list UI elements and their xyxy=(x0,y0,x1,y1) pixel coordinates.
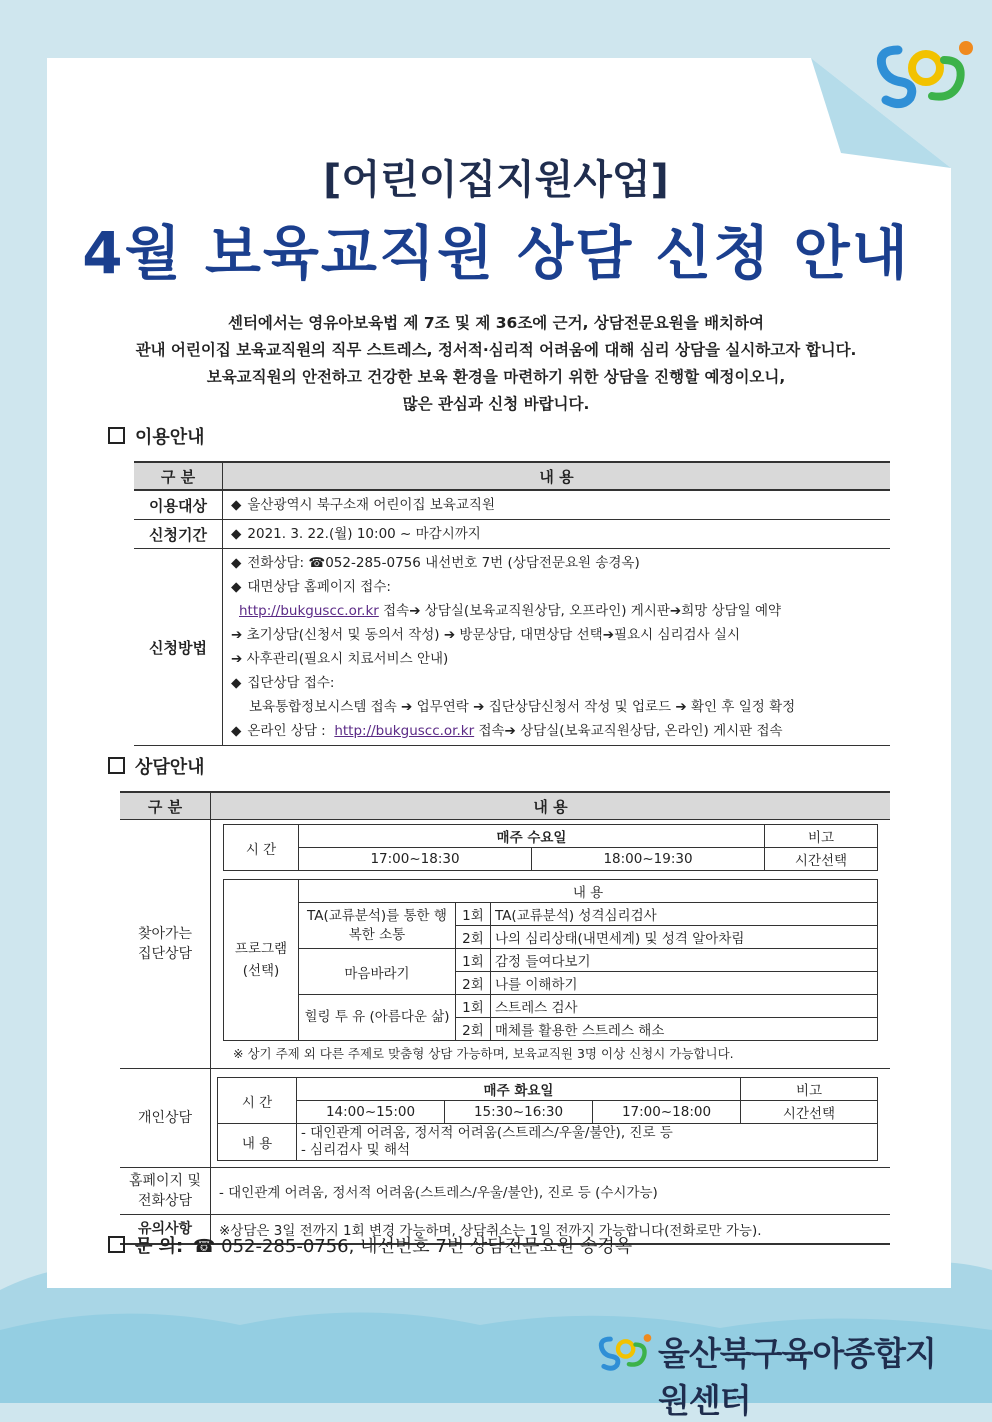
intro-paragraph xyxy=(60,310,932,418)
indiv-content-label: 내 용 xyxy=(218,1124,297,1161)
program-content-header: 내 용 xyxy=(299,880,878,903)
row-label-target: 이용대상 xyxy=(134,490,223,520)
row-value-period: ◆ 2021. 3. 22.(월) 10:00 ~ 마감시까지 xyxy=(223,520,891,549)
page-title: 4월 보육교직원 상담 신청 안내 xyxy=(82,219,910,287)
program-label: 프로그램 (선택) xyxy=(224,880,299,1041)
row-value-web: - 대인관계 어려움, 정서적 어려움(스트레스/우울/불안), 진로 등 (수시가능) xyxy=(211,1168,891,1215)
indiv-time-label: 시 간 xyxy=(218,1078,297,1124)
table-row xyxy=(134,549,890,746)
column-header-content: 내 용 xyxy=(223,462,891,490)
table-row-group-counsel xyxy=(120,820,890,1069)
counsel-table xyxy=(120,791,890,1245)
program-table: 프로그램 (선택) 내 용 TA(교류분석)를 통한 행복한 소통 1회 TA(교류분석) 성격심리검사 2회 나의 심리상태(내면세계) 및 성격 알아차림 마음바라기 1회 감정 들여다보기 2회 나를 이해하기 힐링 투 유 (아름다운 삶) 1회 스트레스 검사 2회 매체를 활용한 스트레스 해소 xyxy=(223,879,878,1041)
row-label-period: 신청기간 xyxy=(134,520,223,549)
contact-info xyxy=(108,1232,632,1258)
column-header-category: 구 분 xyxy=(120,792,211,820)
online-homepage-link[interactable]: http://bukguscc.or.kr xyxy=(334,723,475,739)
section-heading-usage: 이용안내 xyxy=(108,423,205,449)
checkbox-square-icon xyxy=(108,1236,125,1253)
intro-line: 많은 관심과 신청 바랍니다. xyxy=(402,395,590,413)
row-label-method: 신청방법 xyxy=(134,549,223,746)
indiv-slot-2: 15:30~16:30 xyxy=(445,1101,593,1124)
contact-label: 문 의: xyxy=(135,1236,184,1257)
homepage-link[interactable]: http://bukguscc.or.kr xyxy=(239,603,379,619)
program-name: 마음바라기 xyxy=(299,949,456,995)
individual-schedule-table xyxy=(217,1077,878,1161)
intro-line: 보육교직원의 안전하고 건강한 보육 환경을 마련하기 위한 상담을 진행할 예정이오니, xyxy=(206,368,786,386)
row-label-individual: 개인상담 xyxy=(120,1069,211,1168)
group-slot-1: 17:00~18:30 xyxy=(299,848,532,871)
contact-phone: ☎ 052-285-0756, 내선번호 7번 상담전문요원 송경옥 xyxy=(192,1236,633,1257)
table-row-individual-counsel xyxy=(120,1069,890,1168)
program-name: TA(교류분석)를 통한 행복한 소통 xyxy=(299,903,456,949)
org-name: 울산북구육아종합지원센터 xyxy=(658,1334,936,1420)
table-row-web-counsel xyxy=(120,1168,890,1215)
row-label-group: 찾아가는 집단상담 xyxy=(120,820,211,1069)
method-face-title: 대면상담 홈페이지 접수: xyxy=(247,579,391,595)
row-value-target: ◆ 울산광역시 북구소재 어린이집 보육교직원 xyxy=(223,490,891,520)
indiv-slot-3: 17:00~18:00 xyxy=(593,1101,741,1124)
method-face-step3: ➔ 사후관리(필요시 치료서비스 안내) xyxy=(231,651,449,667)
row-value-method: ◆ 전화상담: ☎052-285-0756 내선번호 7번 (상담전문요원 송경옥) ◆ 대면상담 홈페이지 접수: http://bukguscc.or.kr 접속➔ 상담실(보육교직원상담, 오프라인) 게시판➔희망 상담일 예약 ➔ 초기상담(신청서 및 동의서 작성) ➔ 방문상담, 대면상담 선택➔필요시 심리검사 실시 ➔ 사후관리(필요시 치료서비스 안내) ◆ 집단상담 접수: 보육통합정보시스템 접속 ➔ 업무연락 ➔ 집단상담신청서 작성 및 업로드 ➔ 확인 후 일정 확정 ◆ 온라인 상담 : http://bukguscc.or.kr 접속➔ 상담실(보육교직원상담, 온라인) 게시판 접속 xyxy=(223,549,891,746)
table-row xyxy=(134,490,890,520)
row-label-caution: 유의사항 xyxy=(120,1215,211,1245)
indiv-note-header: 비고 xyxy=(741,1078,878,1101)
group-schedule-table xyxy=(223,824,878,871)
indiv-note: 시간선택 xyxy=(741,1101,878,1124)
footer-logo xyxy=(594,1322,956,1420)
intro-line: 센터에서는 영유아보육법 제 7조 및 제 36조에 근거, 상담전문요원을 배치하여 xyxy=(227,314,764,332)
column-header-content: 내 용 xyxy=(211,792,891,820)
intro-line: 관내 어린이집 보육교직원의 직무 스트레스, 정서적·심리적 어려움에 대해 심리 상담을 실시하고자 합니다. xyxy=(135,341,857,359)
group-slot-2: 18:00~19:30 xyxy=(532,848,765,871)
group-note-header: 비고 xyxy=(765,825,878,848)
row-value-caution: ※상담은 3일 전까지 1회 변경 가능하며, 상담취소는 1일 전까지 가능합니다(전화로만 가능). xyxy=(211,1215,891,1245)
checkbox-square-icon xyxy=(108,757,125,774)
indiv-day: 매주 화요일 xyxy=(297,1078,741,1101)
table-row xyxy=(134,520,890,549)
program-name: 힐링 투 유 (아름다운 삶) xyxy=(299,995,456,1041)
usage-table xyxy=(134,461,890,746)
row-label-web: 홈페이지 및 전화상담 xyxy=(120,1168,211,1215)
method-group-steps: 보육통합정보시스템 접속 ➔ 업무연락 ➔ 집단상담신청서 작성 및 업로드 ➔ 확인 후 일정 확정 xyxy=(249,699,796,715)
center-logo-icon xyxy=(868,30,978,110)
group-note: 시간선택 xyxy=(765,848,878,871)
indiv-slot-1: 14:00~15:00 xyxy=(297,1101,445,1124)
method-group-title: 집단상담 접수: xyxy=(247,675,335,691)
center-logo-icon xyxy=(594,1322,654,1378)
column-header-category: 구 분 xyxy=(134,462,223,490)
checkbox-square-icon xyxy=(108,427,125,444)
indiv-content: - 대인관계 어려움, 정서적 어려움(스트레스/우울/불안), 진로 등 - 심리검사 및 해석 xyxy=(297,1124,878,1161)
group-time-label: 시 간 xyxy=(224,825,299,871)
method-phone: 전화상담: ☎052-285-0756 내선번호 7번 (상담전문요원 송경옥) xyxy=(247,555,640,571)
section-heading-counsel: 상담안내 xyxy=(108,753,205,779)
page-subtitle: [어린이집지원사업] xyxy=(323,157,669,203)
group-day: 매주 수요일 xyxy=(299,825,765,848)
group-footnote: ※ 상기 주제 외 다른 주제로 맞춤형 상담 가능하며, 보육교직원 3명 이상 신청시 가능합니다. xyxy=(233,1046,734,1061)
method-face-step2: ➔ 초기상담(신청서 및 동의서 작성) ➔ 방문상담, 대면상담 선택➔필요시 심리검사 실시 xyxy=(231,627,740,643)
